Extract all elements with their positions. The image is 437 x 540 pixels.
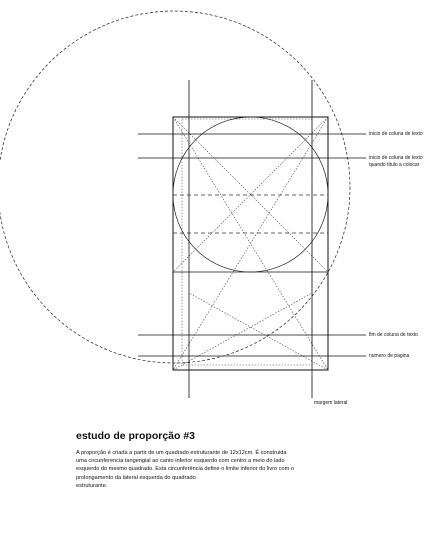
caption-line: esquerdo do mesmo quadrado. Esta circunferência define o limite inferior do livro com o xyxy=(76,466,294,473)
caption-line: A proporção é criada a partir de um quadrado estruturante de 12x12cm. É construida xyxy=(76,450,287,456)
label-numero-pagina: numero de pagina xyxy=(369,353,410,359)
label-margem-lateral: margem lateral xyxy=(314,400,348,406)
construction-circle xyxy=(0,11,350,363)
caption-title: estudo de proporção #3 xyxy=(76,430,196,442)
label-inicio-coluna-titulo-2: quando titulo a colocar xyxy=(369,162,420,168)
caption-description xyxy=(76,449,316,490)
text-block-area xyxy=(182,119,312,365)
caption-line: estruturante. xyxy=(76,482,108,489)
label-inicio-coluna-titulo-1: inicio de coluna de texto xyxy=(369,155,423,161)
dotted-diagonals xyxy=(173,117,328,370)
label-inicio-coluna: inicio de coluna de texto xyxy=(369,131,423,137)
label-fim-coluna: fim de coluna de texto xyxy=(369,332,418,338)
caption-line: uma circunferencia tangengial ao canto inferior esquerdo com centro a meio do lado xyxy=(76,458,285,465)
caption-line: prolongamento da lateral esquerda do quadrado xyxy=(76,474,196,481)
